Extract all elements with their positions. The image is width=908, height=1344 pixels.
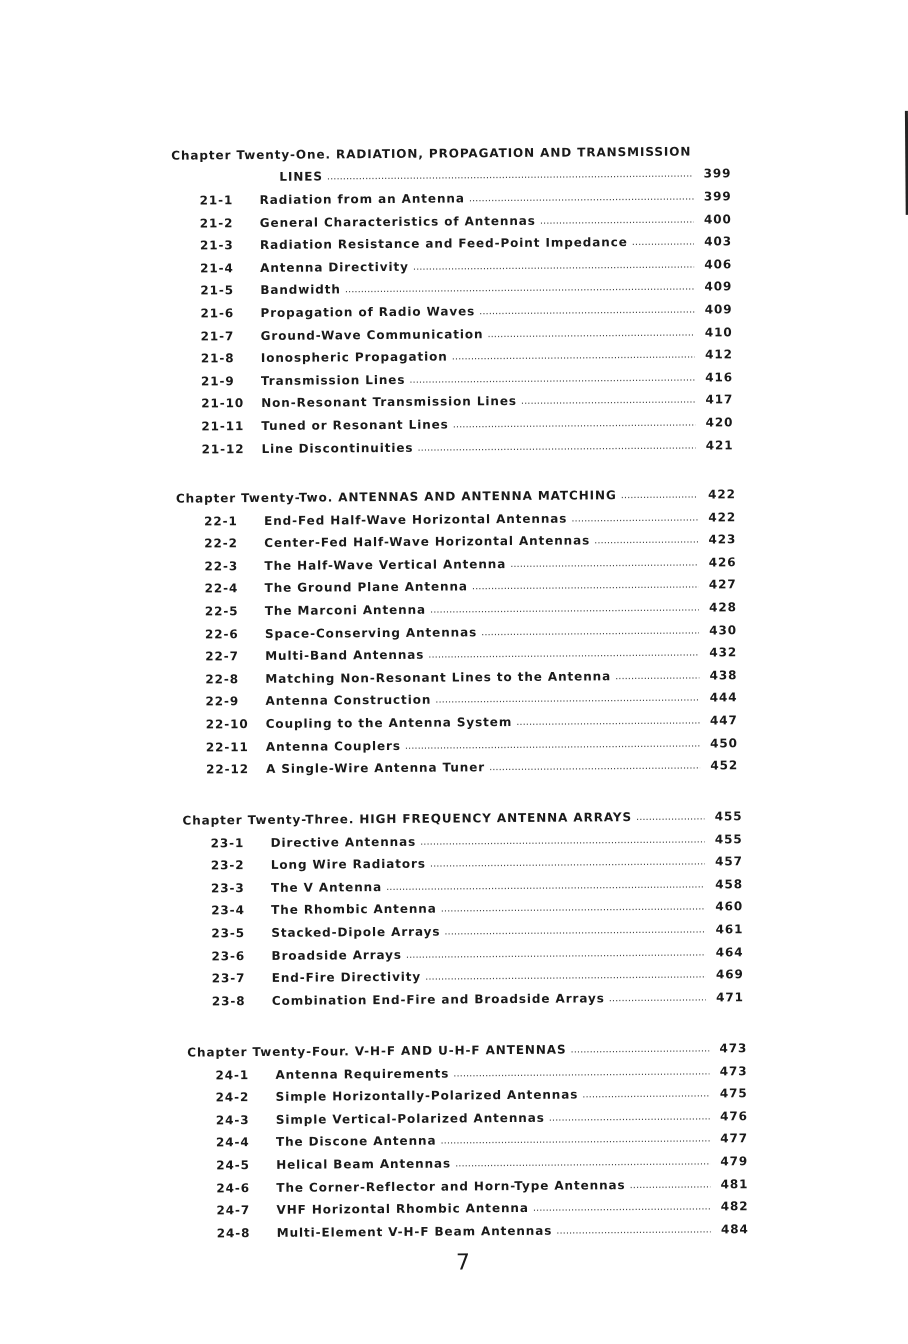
section-title: The V Antenna	[270, 879, 383, 895]
section-title: Transmission Lines	[260, 372, 406, 388]
section-title: Line Discontinuities	[261, 440, 414, 456]
section-page: 400	[703, 211, 732, 227]
section-title: Combination End-Fire and Broadside Arrays	[271, 991, 605, 1008]
section-page: 410	[704, 324, 733, 340]
section-page: 473	[719, 1063, 748, 1078]
section-number: 24-1	[215, 1067, 250, 1082]
section-number: 23-4	[211, 903, 245, 918]
section-title: The Rhombic Antenna	[271, 901, 437, 918]
section-title: Propagation of Radio Waves	[260, 304, 476, 320]
section-page: 426	[708, 555, 737, 570]
section-title: Simple Horizontally-Polarized Antennas	[275, 1087, 579, 1105]
section-title: Antenna Directivity	[260, 259, 409, 275]
section-page: 484	[720, 1221, 749, 1237]
section-title: Directive Antennas	[270, 834, 417, 850]
section-title: Long Wire Radiators	[270, 856, 426, 873]
section-number: 24-4	[215, 1135, 250, 1150]
section-title: Stacked-Dipole Arrays	[271, 924, 441, 940]
section-number: 22-9	[205, 694, 240, 709]
section-number: 22-5	[204, 604, 239, 619]
section-page: 420	[705, 415, 734, 430]
section-number: 22-4	[204, 581, 239, 596]
section-number: 24-8	[216, 1225, 251, 1241]
section-page: 481	[720, 1176, 749, 1191]
section-number: 21-7	[200, 328, 235, 343]
section-title: Ionospheric Propagation	[260, 349, 448, 366]
section-page: 399	[703, 189, 732, 204]
section-page: 476	[719, 1108, 748, 1124]
section-title: Antenna Construction	[265, 692, 432, 709]
section-title: Ground-Wave Communication	[260, 326, 484, 343]
toc-entry	[189, 1222, 749, 1249]
section-page: 450	[710, 735, 738, 750]
section-title: Tuned or Resonant Lines	[261, 417, 449, 433]
section-number: 24-3	[215, 1112, 250, 1128]
section-number: 23-6	[211, 948, 246, 963]
section-title: Antenna Requirements	[275, 1066, 450, 1082]
section-title: Matching Non-Resonant Lines to the Antenna	[265, 668, 612, 686]
section-number: 21-12	[201, 441, 245, 456]
section-number: 21-11	[201, 419, 245, 434]
section-page: 457	[714, 854, 743, 869]
section-page: 423	[708, 532, 737, 547]
section-title: End-Fed Half-Wave Horizontal Antennas	[264, 511, 568, 528]
section-page: 455	[714, 831, 743, 847]
chapter-21-sections	[172, 189, 734, 465]
section-number: 22-3	[204, 558, 239, 574]
section-number: 23-3	[210, 880, 245, 896]
section-number: 22-12	[205, 762, 249, 777]
chapter-23	[182, 809, 744, 1017]
section-page: 479	[720, 1154, 749, 1169]
section-page: 482	[720, 1199, 749, 1214]
section-title: Antenna Couplers	[265, 738, 401, 754]
section-title: The Half-Wave Vertical Antenna	[264, 556, 507, 573]
section-number: 22-10	[205, 717, 249, 732]
section-title: End-Fire Directivity	[271, 969, 422, 986]
section-number: 22-7	[205, 649, 239, 664]
section-number: 21-3	[199, 238, 234, 253]
section-number: 22-2	[204, 536, 238, 551]
section-title: Broadside Arrays	[271, 947, 402, 963]
section-number: 21-6	[200, 306, 235, 321]
section-number: 23-1	[210, 835, 245, 850]
section-number: 24-7	[216, 1203, 251, 1218]
section-page: 477	[720, 1131, 749, 1146]
section-page: 406	[704, 257, 733, 272]
toc-entry	[178, 758, 738, 785]
section-title: Coupling to the Antenna System	[265, 714, 513, 731]
toc-entry	[184, 990, 744, 1017]
section-title: Simple Vertical-Polarized Antennas	[275, 1110, 545, 1127]
section-page: 409	[704, 302, 733, 317]
section-page: 421	[705, 437, 734, 453]
chapter-24	[187, 1041, 749, 1249]
section-page: 452	[710, 758, 739, 773]
section-title: Bandwidth	[260, 282, 341, 298]
section-page: 469	[715, 967, 744, 982]
section-number: 21-8	[200, 351, 235, 366]
section-number: 23-7	[211, 971, 246, 986]
section-title: Non-Resonant Transmission Lines	[261, 394, 517, 411]
section-page: 416	[705, 370, 734, 385]
section-number: 21-2	[199, 215, 234, 231]
toc-entry	[173, 438, 733, 465]
chapter-page: 455	[714, 809, 743, 824]
section-page: 475	[719, 1086, 748, 1101]
section-number: 22-11	[205, 739, 249, 754]
section-page: 403	[704, 234, 732, 249]
section-page: 438	[709, 667, 738, 683]
section-title: The Marconi Antenna	[264, 602, 427, 618]
section-page: 447	[709, 713, 738, 728]
section-title: VHF Horizontal Rhombic Antenna	[276, 1201, 529, 1218]
section-title: The Corner-Reflector and Horn-Type Antennas	[276, 1177, 626, 1195]
chapter-title: Chapter Twenty-Four. V-H-F AND U-H-F ANTENNAS	[187, 1042, 567, 1060]
section-number: 22-1	[204, 513, 238, 529]
section-number: 23-8	[211, 993, 246, 1009]
section-number: 21-4	[200, 260, 234, 276]
section-page: 412	[705, 347, 733, 362]
section-number: 24-6	[216, 1180, 251, 1195]
section-page: 444	[709, 690, 738, 705]
section-number: 24-2	[215, 1090, 250, 1105]
section-number: 23-5	[211, 926, 246, 941]
section-title: Multi-Element V-H-F Beam Antennas	[276, 1223, 553, 1240]
chapter-21	[171, 144, 731, 193]
chapter-title: Chapter Twenty-One. RADIATION, PROPAGATION AND TRANSMISSION	[171, 144, 692, 163]
section-number: 23-2	[210, 858, 245, 873]
section-title: Multi-Band Antennas	[265, 647, 425, 664]
section-page: 430	[709, 622, 738, 638]
section-title: A Single-Wire Antenna Tuner	[265, 760, 486, 777]
chapter-page: 399	[703, 166, 732, 181]
section-page: 422	[708, 509, 737, 525]
chapter-title: Chapter Twenty-Two. ANTENNAS AND ANTENNA MATCHING	[175, 488, 617, 506]
section-number: 24-5	[216, 1158, 250, 1173]
section-page: 461	[715, 922, 744, 937]
section-page: 460	[715, 899, 744, 914]
section-number: 21-10	[201, 396, 245, 411]
section-title: The Ground Plane Antenna	[264, 579, 468, 596]
chapter-page: 473	[719, 1041, 748, 1056]
section-title: Center-Fed Half-Wave Horizontal Antennas	[264, 533, 591, 551]
section-page: 417	[705, 392, 734, 407]
section-title: Space-Conserving Antennas	[264, 624, 478, 641]
page-number: 7	[455, 1250, 471, 1276]
chapter-22	[176, 487, 738, 785]
section-page: 471	[716, 989, 744, 1005]
section-page: 409	[704, 279, 733, 294]
section-title: General Characteristics of Antennas	[259, 213, 536, 230]
section-page: 428	[708, 600, 737, 615]
section-number: 21-5	[200, 283, 234, 298]
section-number: 22-6	[204, 626, 239, 641]
section-page: 458	[715, 876, 744, 892]
chapter-page: 422	[708, 487, 736, 502]
section-title: Helical Beam Antennas	[276, 1156, 452, 1172]
section-title: Radiation Resistance and Feed-Point Impedance	[259, 235, 628, 253]
section-number: 22-8	[205, 671, 240, 687]
section-number: 21-1	[199, 193, 234, 208]
section-title: Radiation from an Antenna	[259, 191, 465, 207]
chapter-title-continued: LINES	[279, 169, 323, 184]
section-number: 21-9	[200, 373, 235, 389]
chapter-title: Chapter Twenty-Three. HIGH FREQUENCY ANTENNA ARRAYS	[182, 810, 633, 828]
section-page: 464	[715, 944, 744, 959]
section-page: 432	[709, 645, 738, 660]
section-page: 427	[708, 577, 737, 592]
section-title: The Discone Antenna	[275, 1133, 437, 1150]
